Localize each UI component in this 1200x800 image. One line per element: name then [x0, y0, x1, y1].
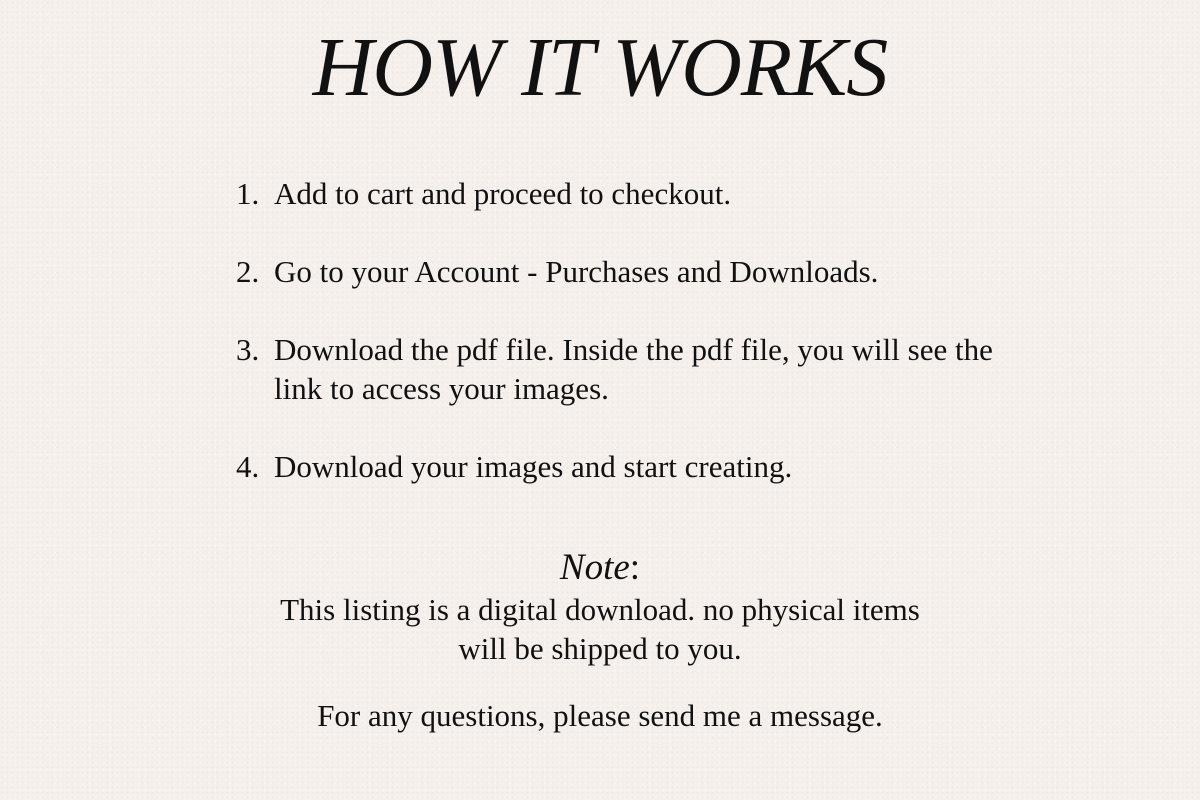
step-number: 1.: [236, 176, 260, 211]
step-text: Download the pdf file. Inside the pdf file, you will see the link to access your images.: [274, 332, 993, 406]
note-section: [0, 546, 1200, 735]
step-item-1: [236, 174, 996, 213]
note-body: This listing is a digital download. no physical items will be shipped to you.: [280, 592, 920, 666]
step-text: Add to cart and proceed to checkout.: [274, 176, 732, 211]
step-text: Go to your Account - Purchases and Downloads.: [274, 254, 879, 289]
note-heading: [0, 546, 1200, 590]
step-number: 3.: [236, 332, 260, 367]
step-item-3: [236, 330, 996, 408]
step-number: 2.: [236, 254, 260, 289]
step-item-4: [236, 447, 996, 486]
steps-list: [236, 174, 996, 525]
page-title: HOW IT WORKS: [312, 21, 888, 114]
step-item-2: [236, 252, 996, 291]
questions-text: For any questions, please send me a message.: [317, 698, 883, 733]
note-label: Note: [559, 547, 630, 588]
step-number: 4.: [236, 449, 260, 484]
note-colon: :: [629, 547, 641, 588]
step-text: Download your images and start creating.: [274, 449, 793, 484]
